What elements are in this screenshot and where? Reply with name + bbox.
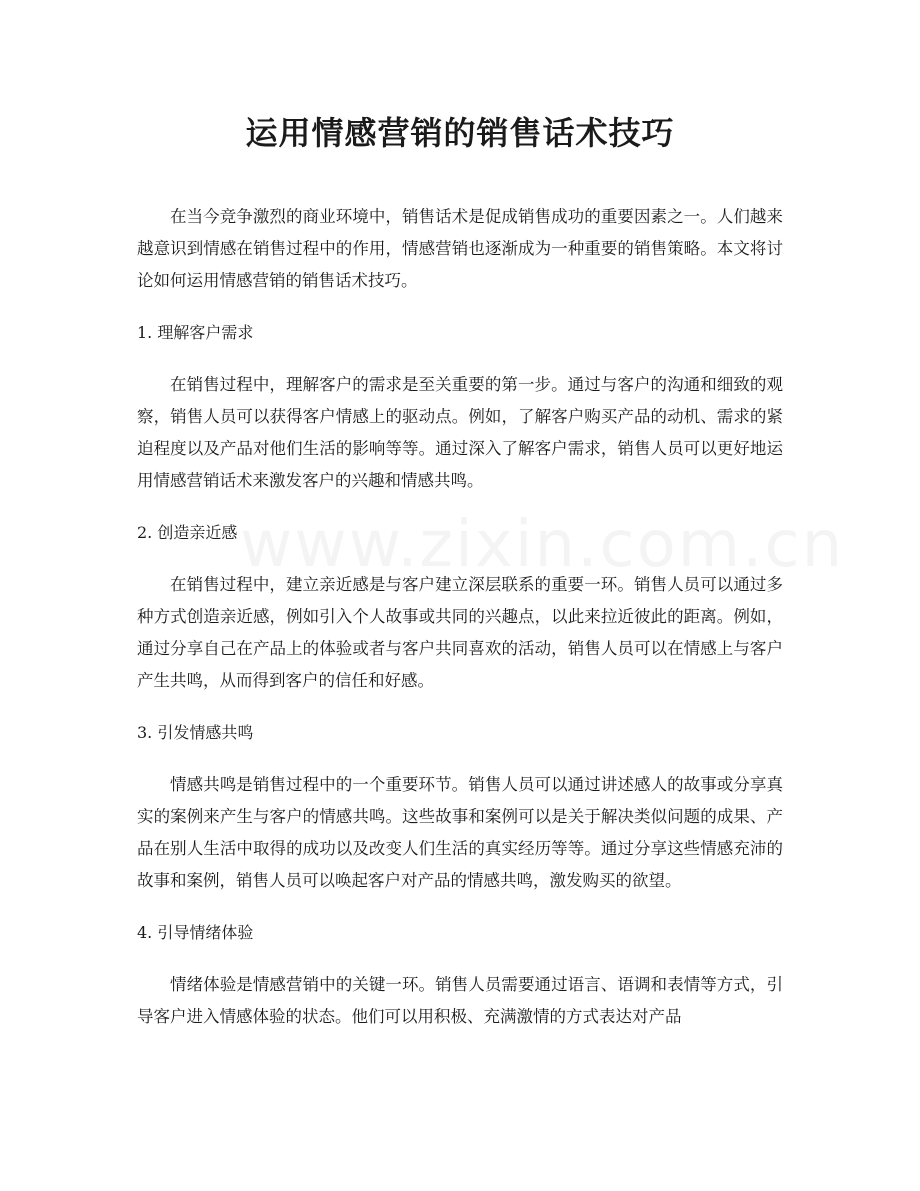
section-body-1: 在销售过程中，理解客户的需求是至关重要的第一步。通过与客户的沟通和细致的观察，销售人员可以获得客户情感上的驱动点。例如，了解客户购买产品的动机、需求的紧迫程度以及产品对他们生活的影响等等。通过深入了解客户需求，销售人员可以更好地运用情感营销话术来激发客户的兴趣和情感共鸣。 xyxy=(137,375,783,490)
document-title: 运用情感营销的销售话术技巧 xyxy=(245,114,675,152)
section-heading-1: 1. 理解客户需求 xyxy=(137,323,254,342)
intro-paragraph: 在当今竞争激烈的商业环境中，销售话术是促成销售成功的重要因素之一。人们越来越意识到情感在销售过程中的作用，情感营销也逐渐成为一种重要的销售策略。本文将讨论如何运用情感营销的销售话术技巧。 xyxy=(137,207,783,290)
section-heading-3: 3. 引发情感共鸣 xyxy=(137,723,254,742)
section-body-4: 情绪体验是情感营销中的关键一环。销售人员需要通过语言、语调和表情等方式，引导客户进入情感体验的状态。他们可以用积极、充满激情的方式表达对产品 xyxy=(137,975,783,1026)
section-heading-4: 4. 引导情绪体验 xyxy=(137,923,254,942)
section-body-2: 在销售过程中，建立亲近感是与客户建立深层联系的重要一环。销售人员可以通过多种方式创造亲近感，例如引入个人故事或共同的兴趣点，以此来拉近彼此的距离。例如，通过分享自己在产品上的体验或者与客户共同喜欢的活动，销售人员可以在情感上与客户产生共鸣，从而得到客户的信任和好感。 xyxy=(137,575,783,690)
section-heading-2: 2. 创造亲近感 xyxy=(137,523,238,542)
section-body-3: 情感共鸣是销售过程中的一个重要环节。销售人员可以通过讲述感人的故事或分享真实的案例来产生与客户的情感共鸣。这些故事和案例可以是关于解决类似问题的成果、产品在别人生活中取得的成功以及改变人们生活的真实经历等等。通过分享这些情感充沛的故事和案例，销售人员可以唤起客户对产品的情感共鸣，激发购买的欲望。 xyxy=(137,775,783,890)
